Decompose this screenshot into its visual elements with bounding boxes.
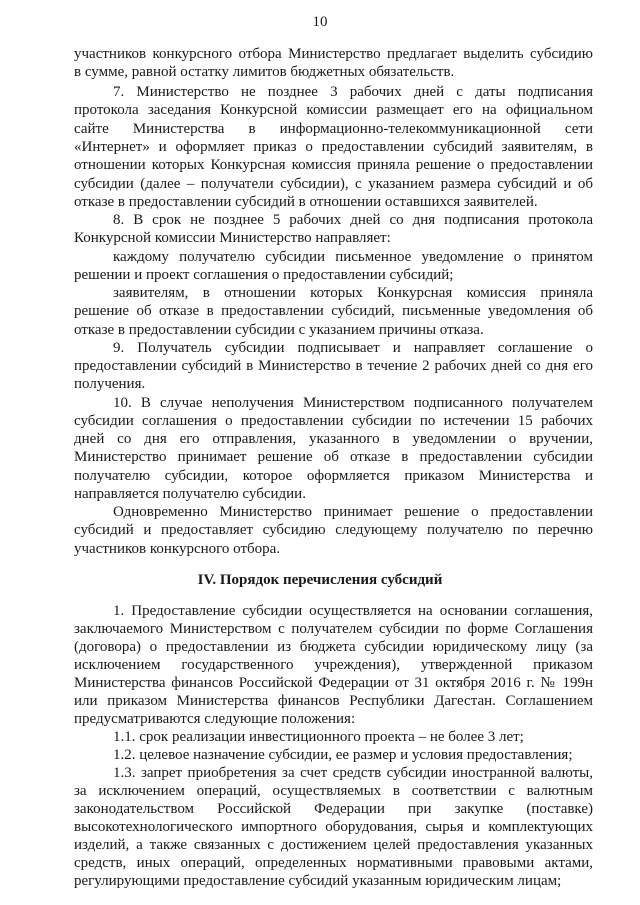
text-line: получателю субсидии, которое оформляется приказом Министерства и bbox=[74, 468, 593, 484]
text-line: отношении которых Конкурсная комиссия приняла решение о предоставлении bbox=[74, 157, 593, 173]
text-line: Министерство принимает решение об отказе в предоставлении субсидии bbox=[74, 449, 593, 465]
text-line: 1.3. запрет приобретения за счет средств субсидии иностранной валюты, bbox=[113, 765, 593, 781]
text-line: предусматриваются следующие положения: bbox=[74, 711, 356, 727]
text-line: 1.1. срок реализации инвестиционного проекта – не более 3 лет; bbox=[113, 729, 524, 745]
text-line: Одновременно Министерство принимает решение о предоставлении bbox=[113, 504, 593, 520]
text-line: или приказом Министерства финансов Республики Дагестан. Соглашением bbox=[74, 693, 593, 709]
section-heading: IV. Порядок перечисления субсидий bbox=[197, 572, 443, 588]
text-line: заключаемого Министерством с получателем субсидии по форме Соглашения bbox=[74, 621, 593, 637]
text-line: направляется получателю субсидии. bbox=[74, 486, 306, 502]
text-line: каждому получателю субсидии письменное уведомление о принятом bbox=[113, 249, 593, 265]
text-line: заявителям, в отношении которых Конкурсная комиссия приняла bbox=[113, 285, 593, 301]
text-line: (договора) о предоставлении из бюджета субсидии юридическому лицу (за bbox=[74, 639, 593, 655]
text-line: предоставлении субсидий в Министерство в течение 2 рабочих дней со дня его bbox=[74, 358, 593, 374]
text-line: сайте Министерства в информационно-телекоммуникационной сети bbox=[74, 121, 593, 137]
text-line: законодательством Российской Федерации при закупке (поставке) bbox=[74, 801, 593, 817]
text-line: отказе в предоставлении субсидий в отношении оставшихся заявителей. bbox=[74, 194, 538, 210]
text-line: за исключением операций, осуществляемых в соответствии с валютным bbox=[74, 783, 593, 799]
text-line: в сумме, равной остатку лимитов бюджетных обязательств. bbox=[74, 64, 455, 80]
text-line: Министерства финансов Российской Федерации от 31 октября 2016 г. № 199н bbox=[74, 675, 593, 691]
text-line: 9. Получатель субсидии подписывает и направляет соглашение о bbox=[113, 340, 593, 356]
text-line: регулирующими предоставление субсидий указанным юридическим лицам; bbox=[74, 873, 562, 889]
page-number: 10 bbox=[312, 14, 328, 30]
text-line: изделий, а также связанных с достижением целей предоставления указанных bbox=[74, 837, 593, 853]
text-line: высокотехнологического импортного оборудования, сырья и комплектующих bbox=[74, 819, 593, 835]
text-line: получения. bbox=[74, 376, 146, 392]
text-line: 7. Министерство не позднее 3 рабочих дней с даты подписания bbox=[113, 84, 593, 100]
text-line: средств, иных операций, определенных нормативными правовыми актами, bbox=[74, 855, 593, 871]
text-line: Конкурсной комиссии Министерство направляет: bbox=[74, 230, 391, 246]
text-line: участников конкурсного отбора Министерство предлагает выделить субсидию bbox=[74, 46, 593, 62]
text-line: дней со дня его отправления, указанного в уведомлении о вручении, bbox=[74, 431, 593, 447]
text-line: исключением государственного учреждения), утвержденной приказом bbox=[74, 657, 593, 673]
text-line: 1.2. целевое назначение субсидии, ее размер и условия предоставления; bbox=[113, 747, 573, 763]
text-line: участников конкурсного отбора. bbox=[74, 541, 281, 557]
text-line: субсидии (далее – получатели субсидии), с указанием размера субсидий и об bbox=[74, 176, 593, 192]
text-line: решении и проект соглашения о предоставлении субсидий; bbox=[74, 267, 454, 283]
text-line: отказе в предоставлении субсидии с указанием причины отказа. bbox=[74, 322, 484, 338]
text-line: 10. В случае неполучения Министерством подписанного получателем bbox=[113, 395, 593, 411]
text-line: субсидий и предоставляет субсидию следующему получателю по перечню bbox=[74, 522, 593, 538]
text-line: решение об отказе в предоставлении субсидий, письменные уведомления об bbox=[74, 303, 593, 319]
text-line: 8. В срок не позднее 5 рабочих дней со дня подписания протокола bbox=[113, 212, 593, 228]
text-line: субсидии соглашения о предоставлении субсидии по истечении 15 рабочих bbox=[74, 413, 593, 429]
text-line: 1. Предоставление субсидии осуществляется на основании соглашения, bbox=[113, 603, 593, 619]
text-line: «Интернет» и оформляет приказ о предоставлении субсидий заявителям, в bbox=[74, 139, 593, 155]
text-line: протокола заседания Конкурсной комиссии размещает его на официальном bbox=[74, 102, 593, 118]
